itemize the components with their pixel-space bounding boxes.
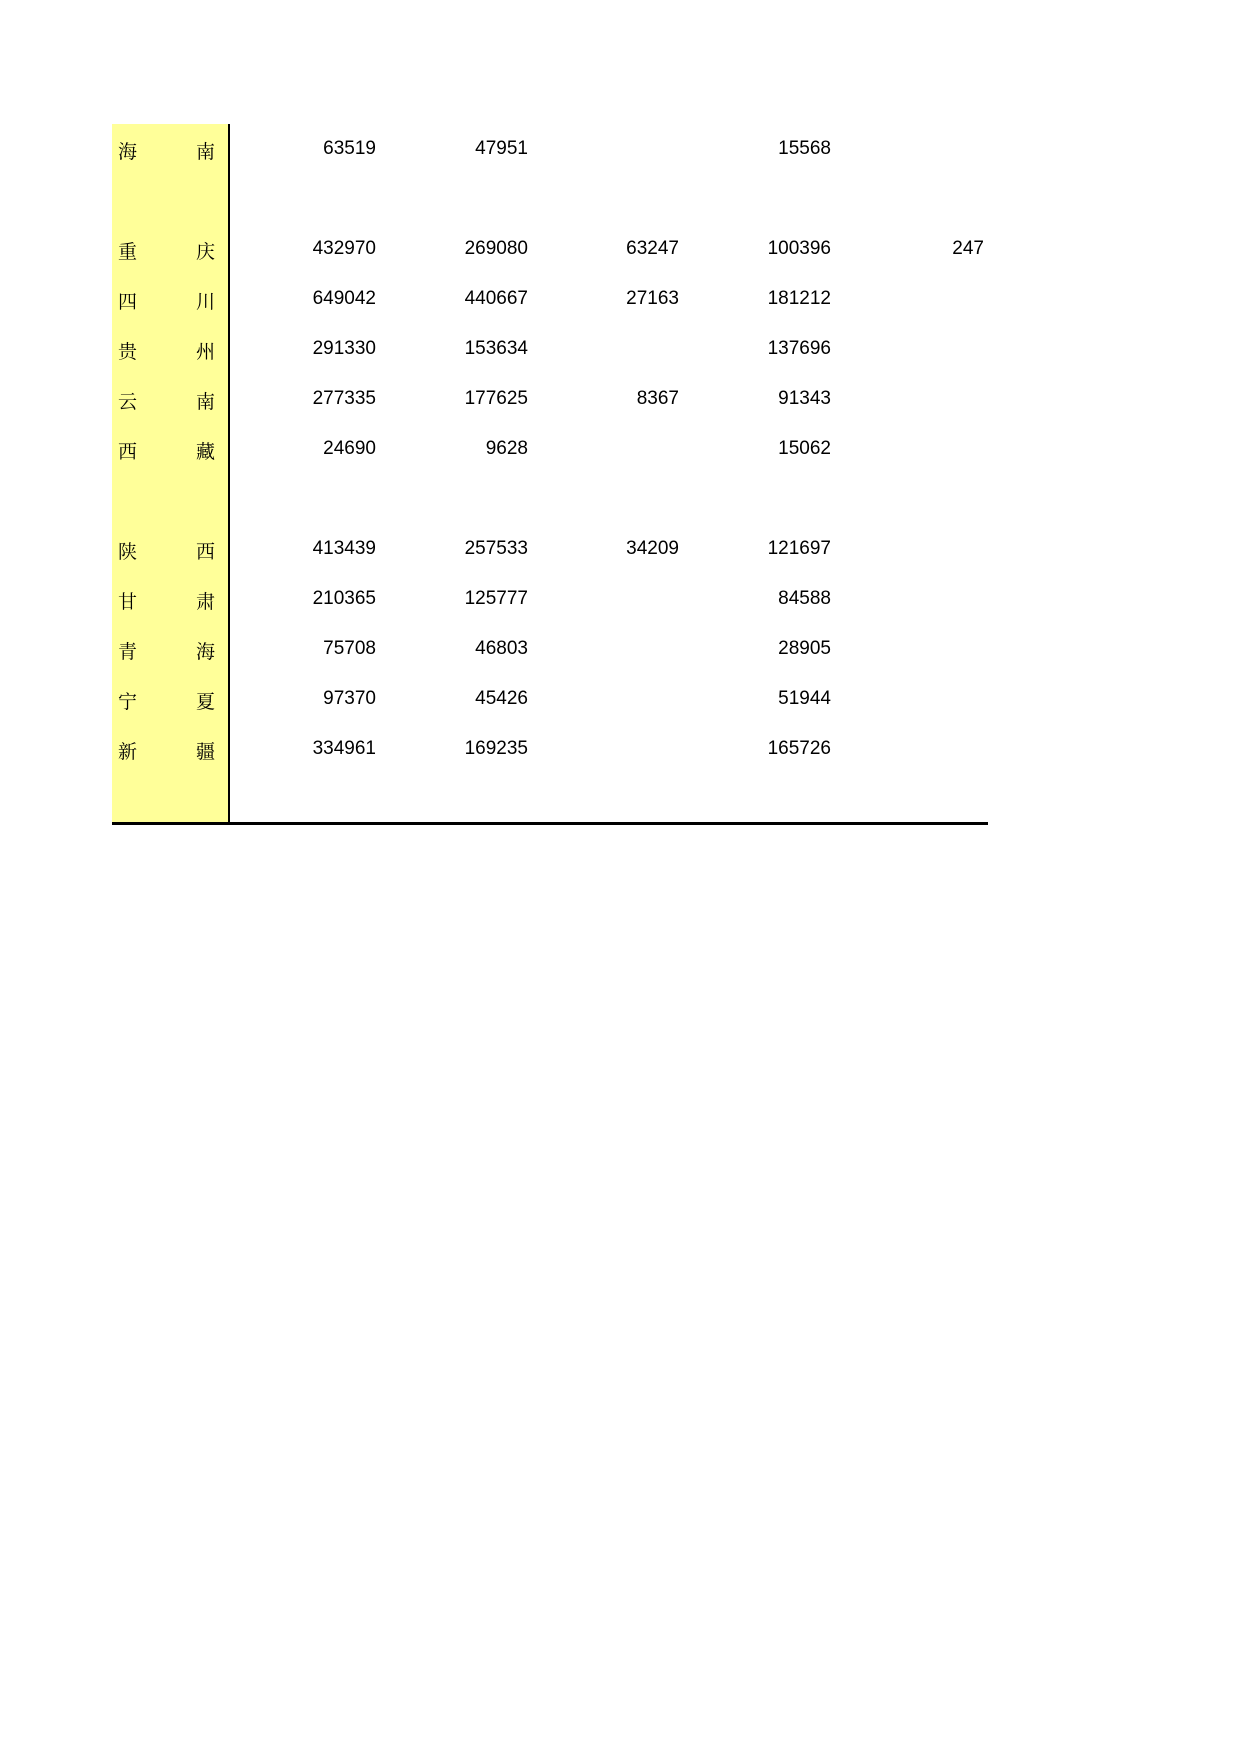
value-col-2: 46803 <box>475 638 528 659</box>
value-col-1: 210365 <box>312 588 376 609</box>
value-col-2: 9628 <box>485 438 528 459</box>
table-row <box>112 224 988 274</box>
value-col-4: 28905 <box>778 638 831 659</box>
value-col-3: 63247 <box>626 238 679 259</box>
value-col-1: 649042 <box>312 288 376 309</box>
region-name: 新 疆 <box>118 741 236 763</box>
value-col-4: 91343 <box>778 388 831 409</box>
value-col-1: 277335 <box>312 388 376 409</box>
value-col-2: 269080 <box>464 238 528 259</box>
value-col-1: 24690 <box>323 438 376 459</box>
value-col-4: 181212 <box>767 288 831 309</box>
value-col-3: 8367 <box>636 388 679 409</box>
table-row <box>112 624 988 674</box>
value-col-1: 75708 <box>323 638 376 659</box>
table-row <box>112 374 988 424</box>
value-col-3: 27163 <box>626 288 679 309</box>
table-row <box>112 724 988 774</box>
region-name: 青 海 <box>118 641 236 663</box>
value-col-5: 247 <box>952 238 984 259</box>
value-col-2: 153634 <box>464 338 528 359</box>
value-col-1: 432970 <box>312 238 376 259</box>
data-table <box>112 124 988 824</box>
region-name: 重 庆 <box>118 241 236 263</box>
region-name: 西 藏 <box>118 441 236 463</box>
region-name: 四 川 <box>118 291 236 313</box>
value-col-4: 121697 <box>767 538 831 559</box>
value-col-1: 334961 <box>312 738 376 759</box>
value-col-4: 51944 <box>778 688 831 709</box>
region-name: 陕 西 <box>118 541 236 563</box>
value-col-3: 34209 <box>626 538 679 559</box>
region-name: 甘 肃 <box>118 591 236 613</box>
region-name: 宁 夏 <box>118 691 236 713</box>
value-col-1: 413439 <box>312 538 376 559</box>
table-bottom-rule <box>112 822 988 825</box>
value-col-4: 100396 <box>767 238 831 259</box>
value-col-2: 177625 <box>464 388 528 409</box>
region-name: 贵 州 <box>118 341 236 363</box>
value-col-4: 165726 <box>767 738 831 759</box>
region-name: 海 南 <box>118 141 236 163</box>
value-col-2: 440667 <box>464 288 528 309</box>
value-col-4: 15062 <box>778 438 831 459</box>
table-row <box>112 274 988 324</box>
region-name: 云 南 <box>118 391 236 413</box>
value-col-2: 125777 <box>464 588 528 609</box>
value-col-4: 137696 <box>767 338 831 359</box>
value-col-2: 257533 <box>464 538 528 559</box>
value-col-1: 291330 <box>312 338 376 359</box>
value-col-4: 15568 <box>778 138 831 159</box>
value-col-1: 97370 <box>323 688 376 709</box>
table-row <box>112 574 988 624</box>
value-col-2: 45426 <box>475 688 528 709</box>
value-col-1: 63519 <box>323 138 376 159</box>
table-row <box>112 324 988 374</box>
table-row <box>112 524 988 574</box>
value-col-2: 47951 <box>475 138 528 159</box>
table-row <box>112 124 988 174</box>
table-row <box>112 674 988 724</box>
value-col-2: 169235 <box>464 738 528 759</box>
value-col-4: 84588 <box>778 588 831 609</box>
table-row <box>112 424 988 474</box>
